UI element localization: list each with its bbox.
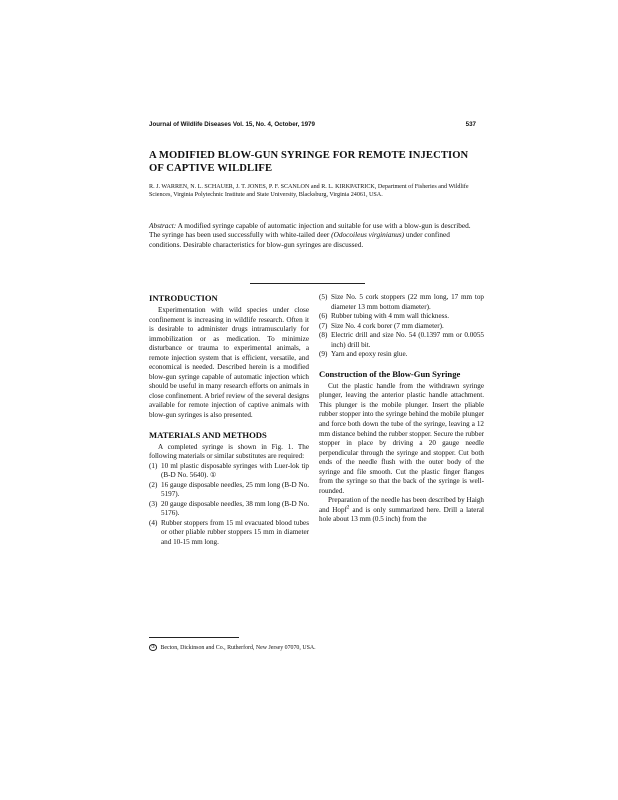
left-column xyxy=(149,293,309,548)
list-item-text: Yarn and epoxy resin glue. xyxy=(331,350,408,359)
author-affiliation: Department of Fisheries and Wildlife Sciences, Virginia Polytechnic Institute and State University, Blacksburg, Virginia 24061, USA. xyxy=(149,184,469,199)
list-item-number: (7) xyxy=(319,321,328,330)
footnote-text: Becton, Dickinson and Co., Rutherford, New Jersey 07070, USA. xyxy=(160,645,316,651)
running-header xyxy=(149,121,476,128)
list-item-number: (1) xyxy=(149,461,158,470)
list-item-text: Size No. 5 cork stoppers (22 mm long, 17 mm top diameter 13 mm bottom diameter). xyxy=(331,293,484,311)
list-item-text: Electric drill and size No. 54 (0.1397 mm or 0.0055 inch) drill bit. xyxy=(331,331,484,349)
list-item-text: Rubber tubing with 4 mm wall thickness. xyxy=(331,312,450,321)
abstract-label: Abstract: xyxy=(149,221,177,230)
construction-heading: Construction of the Blow-Gun Syringe xyxy=(319,368,461,379)
list-item-text: 10 ml plastic disposable syringes with Luer-lok tip (B-D No. 5640). xyxy=(161,461,309,480)
construction-paragraph-2 xyxy=(319,496,484,525)
list-item-text: Rubber stoppers from 15 ml evacuated blood tubes or other pliable rubber stoppers 15 mm in diameter and 10-15 mm long. xyxy=(161,518,309,547)
construction-paragraph-2-end: and is only summarized here. Drill a lateral hole about 13 mm (0.5 inch) from the xyxy=(319,505,484,524)
list-item xyxy=(149,500,309,519)
footnote xyxy=(149,644,469,652)
list-item-number: (5) xyxy=(319,293,328,301)
section-divider xyxy=(250,283,365,284)
materials-list-part-1 xyxy=(149,462,309,548)
construction-paragraph-1: Cut the plastic handle from the withdrawn syringe plunger, leaving the anterior plastic handle attachment. This plunger is the mobile plunger. Insert the pliable rubber stopper into the syringe behind the mobile plunger and force both down the tube of the syringe, leaving a 12 mm distance behind the rubber stopper. Secure the rubber stopper in place by driving a 20 gauge needle perpendicular through the syringe and stopper. Cut both ends of the needle flush with the outer body of the syringe and file smooth. Cut the plastic finger flanges from the syringe so that the back of the syringe is well-rounded. xyxy=(319,381,484,495)
list-item-text: Size No. 4 cork borer (7 mm diameter). xyxy=(331,321,444,330)
construction-paragraph-2-start: Preparation of the needle has been described by Haigh and Hopf xyxy=(319,496,484,514)
list-item xyxy=(319,331,484,350)
author-block xyxy=(149,183,484,199)
materials-list-part-2 xyxy=(319,293,484,360)
article-title xyxy=(149,149,489,175)
introduction-heading: INTRODUCTION xyxy=(149,293,218,303)
footnote-marker: ① xyxy=(210,471,217,480)
list-item xyxy=(149,481,309,500)
methods-heading: MATERIALS AND METHODS xyxy=(149,429,267,440)
list-item-number: (3) xyxy=(149,499,158,508)
footnote-mark: ① xyxy=(151,645,156,650)
introduction-paragraph: Experimentation with wild species under close confinement is increasing in wildlife research. Often it is desirable to administer drugs intramuscularly for immobilization or as medication. To minimize disturbance or trauma to experimental animals, a remote injection system that is efficient, versatile, and economical is needed. Described herein is a modified blow-gun syringe capable of automatic injection which should be useful in many research efforts on animals in close confinement. A brief review of the several designs available for remote injection of captive animals with blow-gun syringes is also presented. xyxy=(149,306,310,420)
right-column xyxy=(319,293,484,525)
abstract-text-1: A modified syringe capable of automatic injection and suitable for use with a blow-gun is described. The syringe has been used successfully with white-tailed deer xyxy=(149,221,471,240)
list-item-text: 20 gauge disposable needles, 38 mm long (B-D No. 5176). xyxy=(161,499,309,518)
abstract xyxy=(149,221,483,249)
author-names: R. J. WARREN, N. L. SCHAUER, J. T. JONES, P. F. SCANLON and R. L. KIRKPATRICK, xyxy=(149,184,377,190)
list-item xyxy=(149,519,309,548)
title-line-2: OF CAPTIVE WILDLIFE xyxy=(149,163,273,174)
list-item xyxy=(319,312,484,322)
list-item xyxy=(149,462,309,481)
list-item-number: (4) xyxy=(149,518,158,527)
list-item-number: (8) xyxy=(319,331,328,340)
journal-citation: Journal of Wildlife Diseases Vol. 15, No. 4, October, 1979 xyxy=(149,121,315,128)
list-item xyxy=(319,350,484,360)
footnote-rule xyxy=(149,637,239,638)
list-item-number: (2) xyxy=(149,480,158,489)
reference-superscript: 2 xyxy=(346,505,350,511)
methods-intro: A completed syringe is shown in Fig. 1. The following materials or similar substitutes are required: xyxy=(149,442,309,461)
title-line-1: A MODIFIED BLOW-GUN SYRINGE FOR REMOTE INJECTION xyxy=(149,150,469,161)
list-item-text: 16 gauge disposable needles, 25 mm long (B-D No. 5197). xyxy=(161,480,309,499)
abstract-species: (Odocoileus virginianus) xyxy=(331,230,405,240)
abstract-text-2: under confined conditions. Desirable characteristics for blow-gun syringes are discussed. xyxy=(149,230,450,249)
list-item xyxy=(319,322,484,332)
page-number: 537 xyxy=(465,121,476,128)
list-item xyxy=(319,293,484,312)
list-item-number: (9) xyxy=(319,350,328,359)
list-item-number: (6) xyxy=(319,312,328,321)
